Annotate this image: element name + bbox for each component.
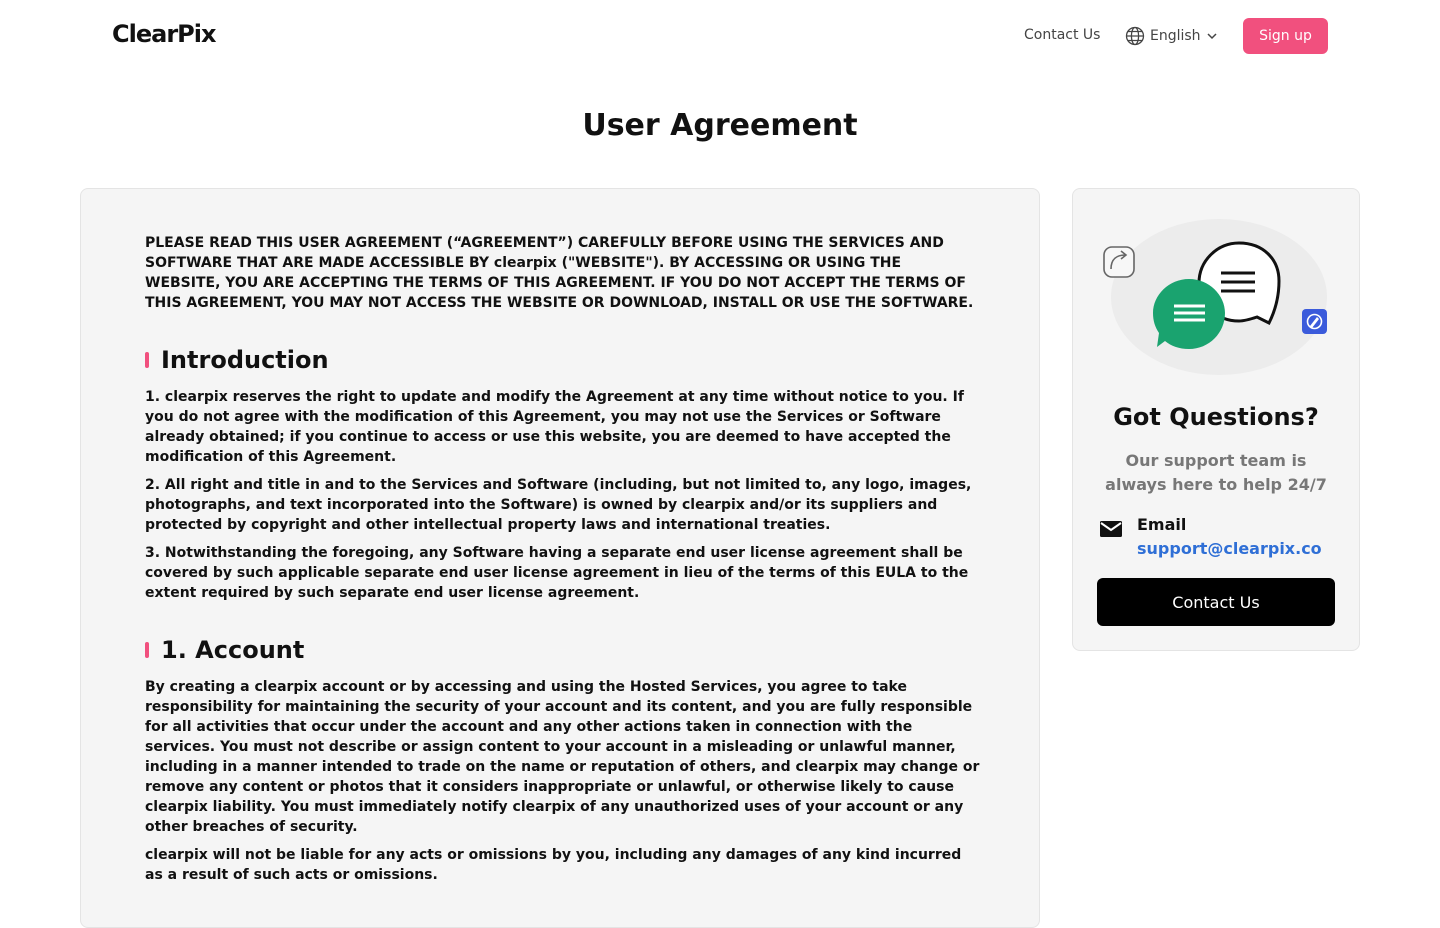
contact-us-button[interactable]: Contact Us	[1097, 578, 1335, 626]
support-title: Got Questions?	[1113, 403, 1319, 431]
chat-bubble-icon	[1153, 279, 1225, 349]
language-selector[interactable]	[1125, 25, 1218, 47]
section-title: 1. Account	[161, 636, 305, 664]
agreement-intro: PLEASE READ THIS USER AGREEMENT (“AGREEMENT”) CAREFULLY BEFORE USING THE SERVICES AND SOFTWARE THAT ARE MADE ACCESSIBLE BY clearpix ("WEBSITE"). BY ACCESSING OR USING THE WEBSITE, YOU ARE ACCEPTING THE TERMS OF THIS AGREEMENT. IF YOU DO NOT ACCEPT THE TERMS OF THIS AGREEMENT, YOU MAY NOT ACCESS THE WEBSITE OR DOWNLOAD, INSTALL OR USE THE SOFTWARE.	[145, 235, 974, 311]
section-title: Introduction	[161, 346, 329, 374]
chevron-down-icon	[1206, 30, 1218, 42]
email-link[interactable]: support@clearpix.co	[1137, 539, 1322, 558]
agreement-article	[80, 188, 1040, 928]
paragraph: 3. Notwithstanding the foregoing, any Software having a separate end user license agreement shall be covered by such applicable separate end user license agreement in lieu of the terms of this EULA to the extent required by such separate end user license agreement.	[145, 545, 969, 601]
support-illustration	[1097, 209, 1337, 379]
support-subtitle: Our support team is always here to help 24/7	[1105, 451, 1327, 494]
paragraph: 1. clearpix reserves the right to update and modify the Agreement at any time without notice to you. If you do not agree with the modification of this Agreement, you may not use the Services or Software already obtained; if you continue to access or use this website, you are deemed to have accepted the modification of this Agreement.	[145, 389, 964, 465]
globe-icon	[1125, 26, 1145, 46]
support-card	[1072, 188, 1360, 651]
accent-bar	[145, 642, 149, 658]
section-heading-introduction	[145, 343, 981, 377]
email-label: Email	[1137, 515, 1187, 534]
nav-contact-link[interactable]: Contact Us	[1024, 27, 1101, 43]
accent-bar	[145, 352, 149, 368]
mail-icon	[1099, 519, 1123, 543]
share-icon	[1104, 247, 1134, 277]
header	[0, 0, 1440, 72]
edit-icon	[1302, 309, 1327, 334]
section-heading-account	[145, 633, 981, 667]
signup-button[interactable]: Sign up	[1243, 18, 1328, 54]
email-contact	[1099, 515, 1339, 563]
paragraph: By creating a clearpix account or by accessing and using the Hosted Services, you agree to take responsibility for maintaining the security of your account and its content, and you are fully responsible for all activities that occur under the account and any other actions taken in connection with the services. You must not describe or assign content to your account in a misleading or unlawful manner, including in a manner intended to trade on the name or reputation of others, and clearpix may change or remove any content or photos that it considers inappropriate or unlawful, or otherwise likely to cause clearpix liability. You must immediately notify clearpix of any unauthorized uses of your account or any other breaches of security.	[145, 679, 980, 835]
language-label: English	[1150, 28, 1201, 44]
page-title: User Agreement	[582, 108, 858, 143]
paragraph: clearpix will not be liable for any acts or omissions by you, including any damages of any kind incurred as a result of such acts or omissions.	[145, 847, 962, 883]
logo[interactable]: ClearPix	[112, 20, 216, 48]
paragraph: 2. All right and title in and to the Services and Software (including, but not limited to, any logo, images, photographs, and text incorporated into the Software) is owned by clearpix and/or its suppliers and protected by copyright and other intellectual property laws and international treaties.	[145, 477, 972, 533]
